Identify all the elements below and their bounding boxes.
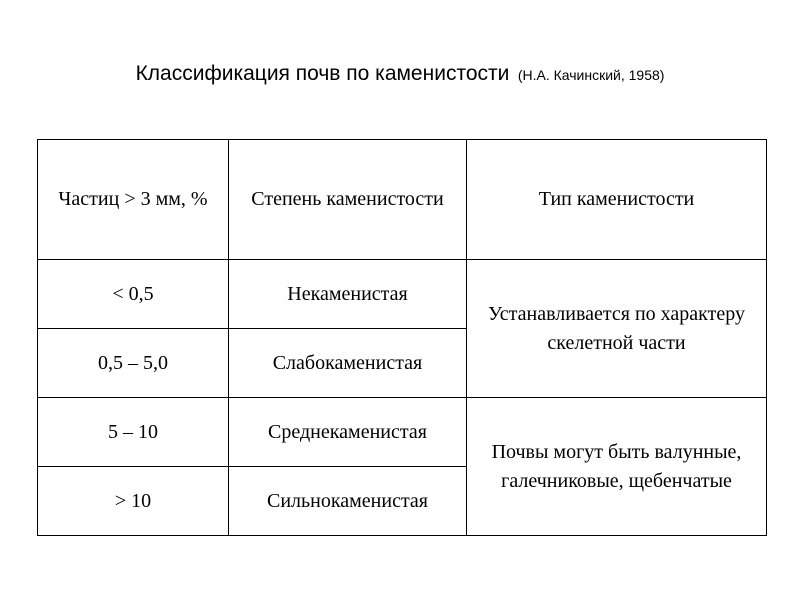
cell-degree: Сильнокаменистая [229, 467, 467, 536]
table-header-row [38, 140, 767, 260]
cell-degree: Слабокаменистая [229, 329, 467, 398]
table-row [38, 260, 767, 329]
cell-degree: Некаменистая [229, 260, 467, 329]
cell-degree: Среднекаменистая [229, 398, 467, 467]
header-type: Тип каменистости [467, 140, 767, 260]
title-main: Классификация почв по каменистости [135, 62, 510, 85]
cell-particles: 0,5 – 5,0 [38, 329, 229, 398]
cell-type-skeletal: Устанавливается по характеру скелетной части [467, 260, 767, 398]
page-title [0, 62, 800, 86]
table-row [38, 398, 767, 467]
title-source: (Н.А. Качинский, 1958) [517, 67, 665, 83]
cell-particles: > 10 [38, 467, 229, 536]
cell-type-soils: Почвы могут быть валунные, галечниковые, щебенчатые [467, 398, 767, 536]
header-degree: Степень каменистости [229, 140, 467, 260]
stoniness-table [37, 139, 767, 536]
header-particles: Частиц > 3 мм, % [38, 140, 229, 260]
cell-particles: < 0,5 [38, 260, 229, 329]
cell-particles: 5 – 10 [38, 398, 229, 467]
